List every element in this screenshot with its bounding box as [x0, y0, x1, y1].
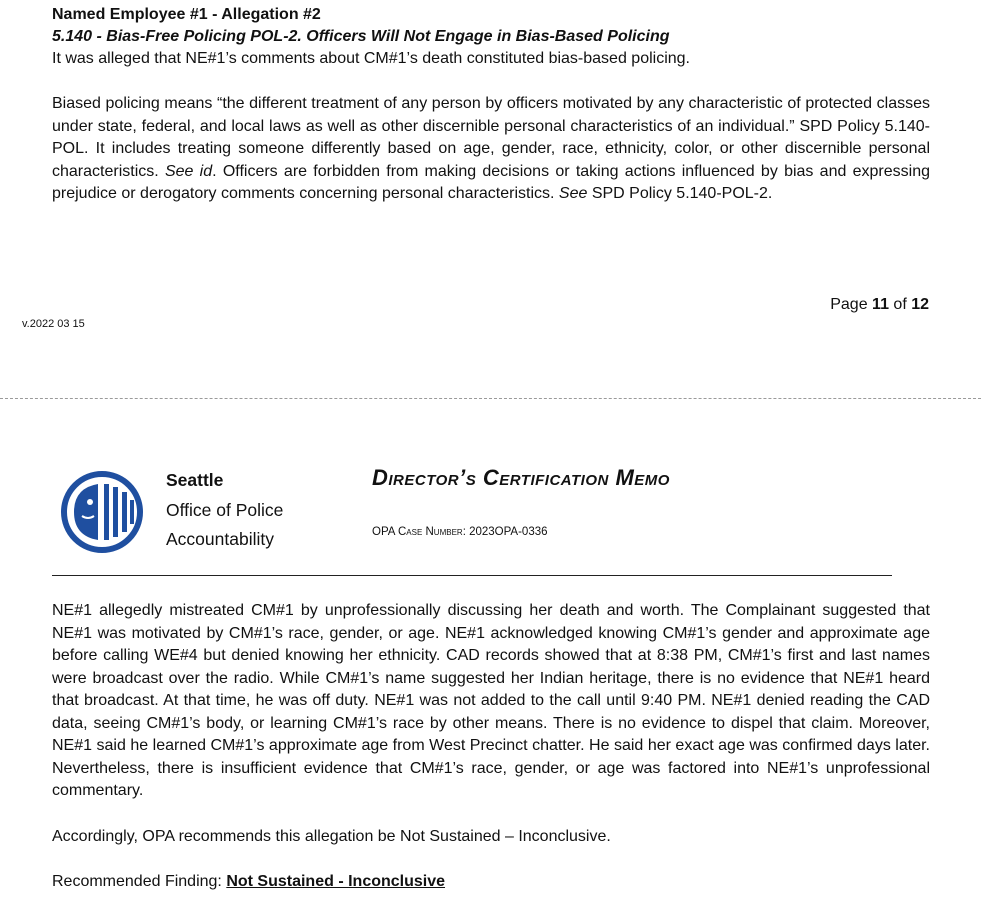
policy-heading: 5.140 - Bias-Free Policing POL-2. Officers Will Not Engage in Bias-Based Policing: [52, 28, 670, 45]
page-break: [0, 398, 981, 399]
conclusion-paragraph: Accordingly, OPA recommends this allegation be Not Sustained – Inconclusive.: [52, 828, 611, 845]
allegation-heading: Named Employee #1 - Allegation #2: [52, 6, 321, 23]
org-name-seattle: Seattle: [166, 470, 224, 490]
bias-policy-paragraph: Biased policing means “the different treatment of any person by officers motivated by any characteristic of protected classes under state, federal, and local laws as well as other discernible personal characteristics of an individual.” SPD Policy 5.140-POL. It includes treating someone differently based on age, gender, race, ethnicity, color, or other discernible personal characteristics. See id. Officers are forbidden from making decisions or taking actions influenced by bias and expressing prejudice or derogatory comments concerning personal characteristics. See SPD Policy 5.140-POL-2.: [52, 95, 931, 202]
memo-title: Director’s Certification Memo: [372, 465, 670, 490]
page-11: [0, 0, 981, 395]
header-rule: [52, 575, 892, 576]
org-name-line3: Accountability: [166, 529, 274, 549]
recommended-finding: Recommended Finding: Not Sustained - Inconclusive: [52, 873, 446, 890]
allegation-text: It was alleged that NE#1’s comments about CM#1’s death constituted bias-based policing.: [52, 50, 690, 67]
org-name-line2: Office of Police: [166, 500, 284, 520]
page-number: Page 11 of 12: [830, 296, 929, 313]
analysis-paragraph: NE#1 allegedly mistreated CM#1 by unprofessionally discussing her death and worth. The Complainant suggested that NE#1 was motivated by CM#1’s race, gender, or age. NE#1 acknowledged knowing CM#1’s gender and approximate age before calling WE#4 but denied knowing her ethnicity. CAD records showed that at 8:38 PM, CM#1’s first and last names were broadcast over the radio. While CM#1’s name suggested her Indian heritage, there is no evidence that NE#1 heard that broadcast. At that time, he was off duty. NE#1 was not added to the call until 9:40 PM. NE#1 denied reading the CAD data, seeing CM#1’s body, or learning CM#1’s race by other means. There is no evidence to dispel that claim. Moreover, NE#1 said he learned CM#1’s approximate age from West Precinct chatter. He said her exact age was confirmed days later. Nevertheless, there is insufficient evidence that CM#1’s race, gender, or age was factored into NE#1’s unprofessional commentary.: [52, 602, 930, 799]
seattle-logo-icon: [60, 470, 144, 554]
version-label: v.2022 03 15: [22, 318, 85, 330]
case-number: OPA Case Number: 2023OPA-0336: [372, 526, 548, 538]
finding-value: Not Sustained - Inconclusive: [226, 873, 446, 890]
page-12: [0, 402, 981, 907]
